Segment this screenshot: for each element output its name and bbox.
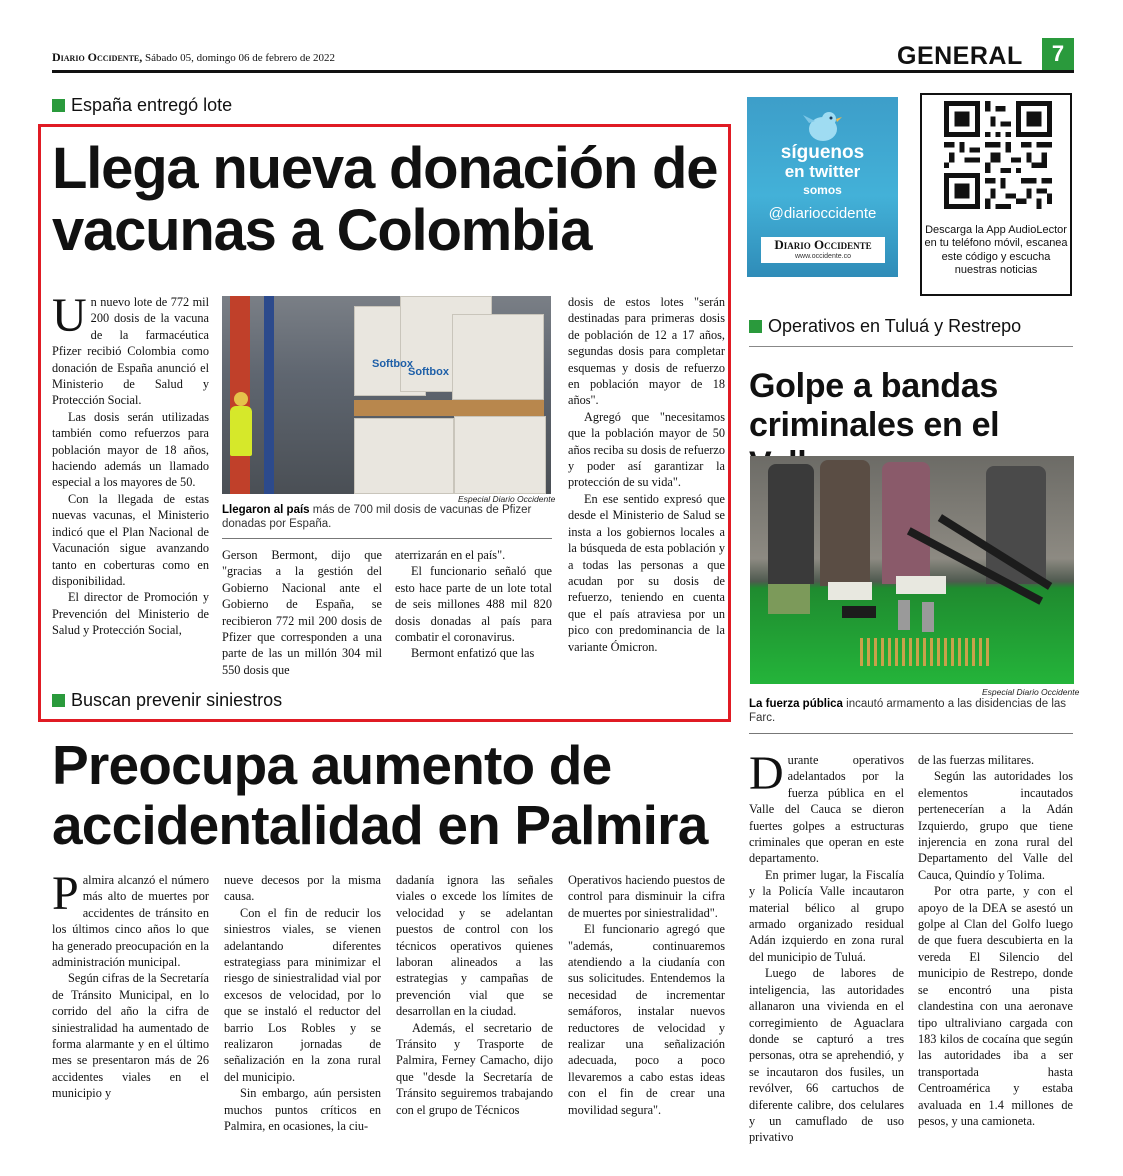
pallet <box>354 400 544 416</box>
worker-helmet <box>234 392 248 406</box>
page-number: 7 <box>1042 38 1074 70</box>
revolver <box>842 606 876 618</box>
story2-kicker-text: Operativos en Tuluá y Restrepo <box>768 316 1022 336</box>
twitter-ad-line1: síguenos <box>780 142 865 163</box>
story1-caption <box>222 503 552 531</box>
worker-vest <box>230 406 252 456</box>
story2-headline[interactable]: Golpe a bandas criminales en el <box>749 367 1000 444</box>
story1-col1-p3: Con la llegada de estas nuevas vacunas, el Ministerio indicó que el Plan Nacional de Vacunación sigue avanzando tanto en coberturas como en disponibilidad. <box>52 491 209 588</box>
story3-column-1 <box>52 867 209 1102</box>
story1-col3-p2: El funcionario señaló que esto hace parte de un lote total de seis millones 488 mil 820 dosis donadas al país para combatir el coronavirus. <box>395 564 552 645</box>
logo-url: www.occidente.co <box>794 253 852 260</box>
story1-col1-p4: El director de Promoción y Prevención del Ministerio de Salud y Protección Social, <box>52 590 209 638</box>
story1-column-2 <box>222 547 382 678</box>
qr-code-icon <box>944 101 1052 209</box>
story3-col2-p3: Sin embargo, aún persisten muchos puntos críticos en Palmira, en ocasiones, la ciu- <box>224 1086 381 1134</box>
story3-kicker-text: Buscan prevenir siniestros <box>71 690 283 710</box>
story1-photo-credit: Especial Diario Occidente <box>458 494 556 504</box>
story2-caption-lead: La fuerza pública <box>749 698 843 710</box>
story2-dropcap: D <box>749 747 784 800</box>
story1-col4-p2: Agregó que "necesitamos que la población mayor de 50 años reciba su dosis de refuerzo y poder así garantizar la protección de su vida". <box>568 409 725 490</box>
vaccine-box <box>452 314 544 400</box>
story2-column-2 <box>918 752 1073 1129</box>
newspaper-name: Diario Occidente, <box>52 50 143 64</box>
story2-kicker <box>749 316 1021 337</box>
story1-headline[interactable]: Llega nueva donación de vacunas a Colombia <box>52 136 718 263</box>
seized-weapons-photo <box>750 456 1074 684</box>
story2-column-1 <box>749 747 904 1146</box>
story3-col3-p2: Además, el secretario de Tránsito y Trasporte de Palmira, Ferney Camacho, dijo que "desde la Secretaría de Tránsito seguiremos trabajando con el grupo de Técnicos <box>396 1020 553 1117</box>
story1-kicker <box>52 95 232 116</box>
story1-col1-p2: Las dosis serán utilizadas también como refuerzos para población mayor de 18 años, haciendo además un llamado especial a los mayores de 50. <box>52 409 209 490</box>
story1-column-1 <box>52 289 209 639</box>
story1-col3-p3: Bermont enfatizó que las <box>411 646 535 661</box>
header-rule <box>52 70 1074 73</box>
green-square-icon <box>52 694 65 707</box>
green-square-icon <box>52 99 65 112</box>
story1-dropcap: U <box>52 289 87 342</box>
story2-col1-p3: Luego de labores de inteligencia, las autoridades allanaron una vivienda en el corregimiento de Aguaclara donde se capturó a tres personas, otra se aprehendió, y se incautaron dos fusiles, un revólver, 66 cartuchos de diferente calibre, dos celulares y un camuflado de uso privativo <box>749 966 904 1145</box>
story1-kicker-text: España entregó lote <box>71 95 233 115</box>
box-label: Softbox <box>408 366 449 378</box>
story1-caption-lead: Llegaron al país <box>222 504 310 516</box>
edition-date: Sábado 05, domingo 06 de febrero de 2022 <box>144 52 335 64</box>
box-label: Softbox <box>372 358 413 370</box>
story2-col2-p3: Por otra parte, y con el apoyo de la DEA se asestó un golpe al Clan del Golfo luego de que fuera descubierta en la vereda El Silencio del municipio de Restrepo, donde se encontró una pista clandestina con una aeronave tipo ultraliviano cargada con 183 kilos de cocaína que según las autoridades iba a ser transportada hasta Centroamérica y estaba avaluada en 1.4 millones de pesos, y una camioneta. <box>918 884 1073 1128</box>
section-title: GENERAL <box>897 42 1023 70</box>
story3-column-4 <box>568 872 725 1118</box>
vaccine-box <box>454 416 546 494</box>
story1-caption-text: más de 700 mil dosis de vacunas de Pfizer donadas por España. <box>222 504 532 530</box>
story3-col1-p1: almira alcanzó el número más alto de muertes por accidentes de tránsito en los últimos cinco años lo que ha generado preocupación en la administración municipal. <box>52 873 209 970</box>
story1-column-4 <box>568 294 725 655</box>
twitter-ad-line2: en twitter <box>784 162 861 181</box>
person-silhouette <box>820 460 870 586</box>
person-silhouette <box>768 464 814 584</box>
story3-col2-p2: Con el fin de reducir los siniestros viales, se vienen adelantando diferentes estrategiass para minimizar el riesgo de siniestralidad vial por excesos de velocidad, por lo que se instaló el reductor del barrio Los Robles y se realizaron jornadas de señalización en la zona rural del municipio. <box>224 905 381 1084</box>
story3-col1-p2: Según cifras de la Secretaría de Tránsito Municipal, en lo corrido del año la cifra de siniestralidad ha aumentado de forma alarmante y en el último mes se presentaron más de 26 accidentes viales en el municipio y <box>52 971 209 1101</box>
story3-col4-p2: El funcionario agregó que "además, continuaremos atendiendo a la ciudanía con sus solicitudes. Entendemos la necesidad de incrementar semáforos, instalar nuevos reductores de velocidad y realizar una señalización adecuada, poco a poco llevaremos a cabo estas ideas con el fin de crear una movilidad segura". <box>568 922 725 1117</box>
story3-col2-p1: nueve decesos por la misma causa. <box>224 873 381 904</box>
story3-column-2 <box>224 872 381 1135</box>
story2-col1-p2: En primer lugar, la Fiscalía y la Policía Valle incautaron material bélico al grupo armado organizado residual Adán izquierdo en zona rural del municipio de Tuluá. <box>749 867 904 964</box>
magazine <box>922 602 934 632</box>
camouflage-bag <box>768 584 810 614</box>
twitter-handle: @diarioccidente <box>768 205 877 222</box>
story1-col4-p1: dosis de estos lotes "serán destinadas para primeras dosis de población de 12 a 17 años, segundas dosis para completar esquemas y dosis de refuerzo en población mayor de 18 años". <box>568 295 725 408</box>
story2-col1-p1: urante operativos adelantados por la fuerza pública en el Valle del Cauca se dieron fuertes golpes a estructuras criminales que operan en este departamento. <box>749 753 904 866</box>
caption-rule <box>222 538 552 539</box>
green-square-icon <box>749 320 762 333</box>
vaccine-boxes-photo <box>222 296 551 494</box>
twitter-ad[interactable] <box>747 97 898 277</box>
qr-ad-text: Descarga la App AudioLector en tu teléfono móvil, escanea este código y escucha nuestras noticias <box>924 224 1068 277</box>
story3-kicker <box>52 690 282 711</box>
twitter-ad-logo <box>761 237 885 263</box>
twitter-ad-line3: somos <box>803 183 842 197</box>
cartridges <box>860 638 990 666</box>
person-silhouette <box>882 462 930 584</box>
magazine <box>898 600 910 630</box>
story1-col4-p3: En ese sentido expresó que desde el Ministerio de Salud se insta a los gobiernos locales a la búsqueda de esta población y a todas las personas a que acudan por su dosis de refuerzo, teniendo en cuenta que el país atraviesa por un pico con predominancia de la variante Ómicron. <box>568 491 725 654</box>
story2-col2-p2: Según las autoridades los elementos incautados pertenecerían a la Adán Izquierdo, grupo que tiene injerencia en zona rural del Departamento del Valle del Cauca, Quindío y Tolima. <box>918 769 1073 882</box>
caption-rule <box>749 733 1073 734</box>
story2-caption-text: incautó armamento a las disidencias de las Farc. <box>749 698 1067 724</box>
shelf-rack-blue <box>264 296 274 494</box>
story3-col4-p1: Operativos haciendo puestos de control para disminuir la cifra de muertes por siniestralidad". <box>568 873 725 920</box>
story3-headline[interactable]: Preocupa aumento de accidentalidad en Palmira <box>52 734 708 856</box>
twitter-bird-icon <box>803 109 843 143</box>
story1-col3-p1: aterrizarán en el país". <box>395 548 506 562</box>
story1-col1-p1: n nuevo lote de 772 mil 200 dosis de la vacuna de la farmacéutica Pfizer recibió Colombia como donación de España anunció el Ministerio de Salud y Protección Social. <box>52 295 209 408</box>
story2-photo-credit: Especial Diario Occidente <box>982 687 1080 697</box>
qr-ad[interactable] <box>920 93 1072 296</box>
story1-col2-p1: Gerson Bermont, dijo que "gracias a la gestión del Gobierno Nacional ante el Gobierno de España, se recibieron 772 mil 200 dosis de Pfizer que corresponden a una parte de las un millón 304 mil 550 dosis que <box>222 548 382 677</box>
logo-name: Diario Occidente <box>774 237 872 252</box>
story3-dropcap: P <box>52 867 79 920</box>
evidence-label <box>828 582 872 600</box>
evidence-label <box>896 576 946 594</box>
section-rule <box>749 346 1073 347</box>
masthead <box>52 50 335 65</box>
vaccine-box <box>354 418 454 494</box>
story3-column-3 <box>396 872 553 1118</box>
story2-caption <box>749 697 1075 725</box>
story1-column-3 <box>395 547 552 662</box>
story2-col2-p1: de las fuerzas militares. <box>918 753 1035 767</box>
story3-col3-p1: dadanía ignora las señales viales o excede los límites de velocidad y se adelantan puestos de control con los técnicos operativos quienes laboran alineados a las estrategias y campañas de prevención vial que se desarrollan en la ciudad. <box>396 873 553 1019</box>
